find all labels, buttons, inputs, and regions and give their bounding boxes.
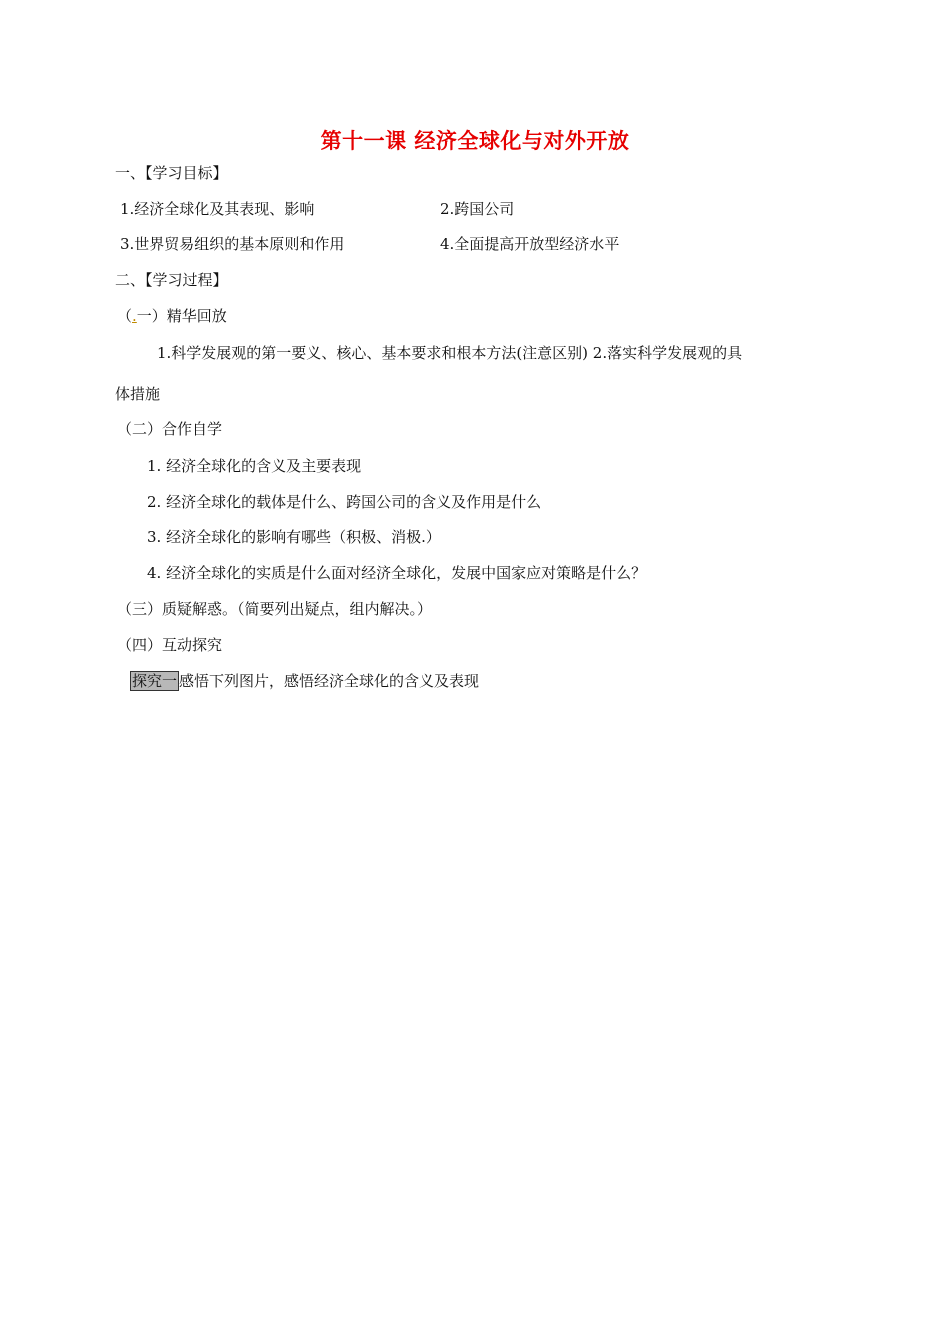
open-paren: （ [117,307,133,325]
section-heading-goals: 一、【学习目标】 [115,164,228,182]
explore-text: 感悟下列图片，感悟经济全球化的含义及表现 [179,672,480,690]
question-item-2: 2. 经济全球化的载体是什么、跨国公司的含义及作用是什么 [147,493,542,511]
question-item-4: 4. 经济全球化的实质是什么面对经济全球化，发展中国家应对策略是什么？ [147,564,647,582]
explore-label-box: 探究一 [132,672,178,690]
question-item-1: 1. 经济全球化的含义及主要表现 [147,457,362,475]
review-text-line-2: 体措施 [115,385,161,403]
part-heading-self-study: （二）合作自学 [117,420,223,438]
goal-item-4: 4.全面提高开放型经济水平 [440,235,620,253]
edit-mark: . [132,307,137,325]
question-item-3: 3. 经济全球化的影响有哪些（积极、消极.） [147,528,441,546]
page-title: 第十一课 经济全球化与对外开放 [320,129,630,153]
part-heading-review-label: 一）精华回放 [136,307,227,325]
explore-line [130,671,479,691]
part-heading-review [117,306,227,326]
part-heading-explore: （四）互动探究 [117,636,223,654]
goal-item-2: 2.跨国公司 [440,200,515,218]
review-text-line-1: 1.科学发展观的第一要义、核心、基本要求和根本方法(注意区别) 2.落实科学发展观的具 [157,344,743,362]
part-heading-questions: （三）质疑解惑。（简要列出疑点，组内解决。） [117,600,433,618]
goal-item-1: 1.经济全球化及其表现、影响 [120,200,315,218]
goal-item-3: 3.世界贸易组织的基本原则和作用 [120,235,345,253]
section-heading-process: 二、【学习过程】 [115,271,228,289]
